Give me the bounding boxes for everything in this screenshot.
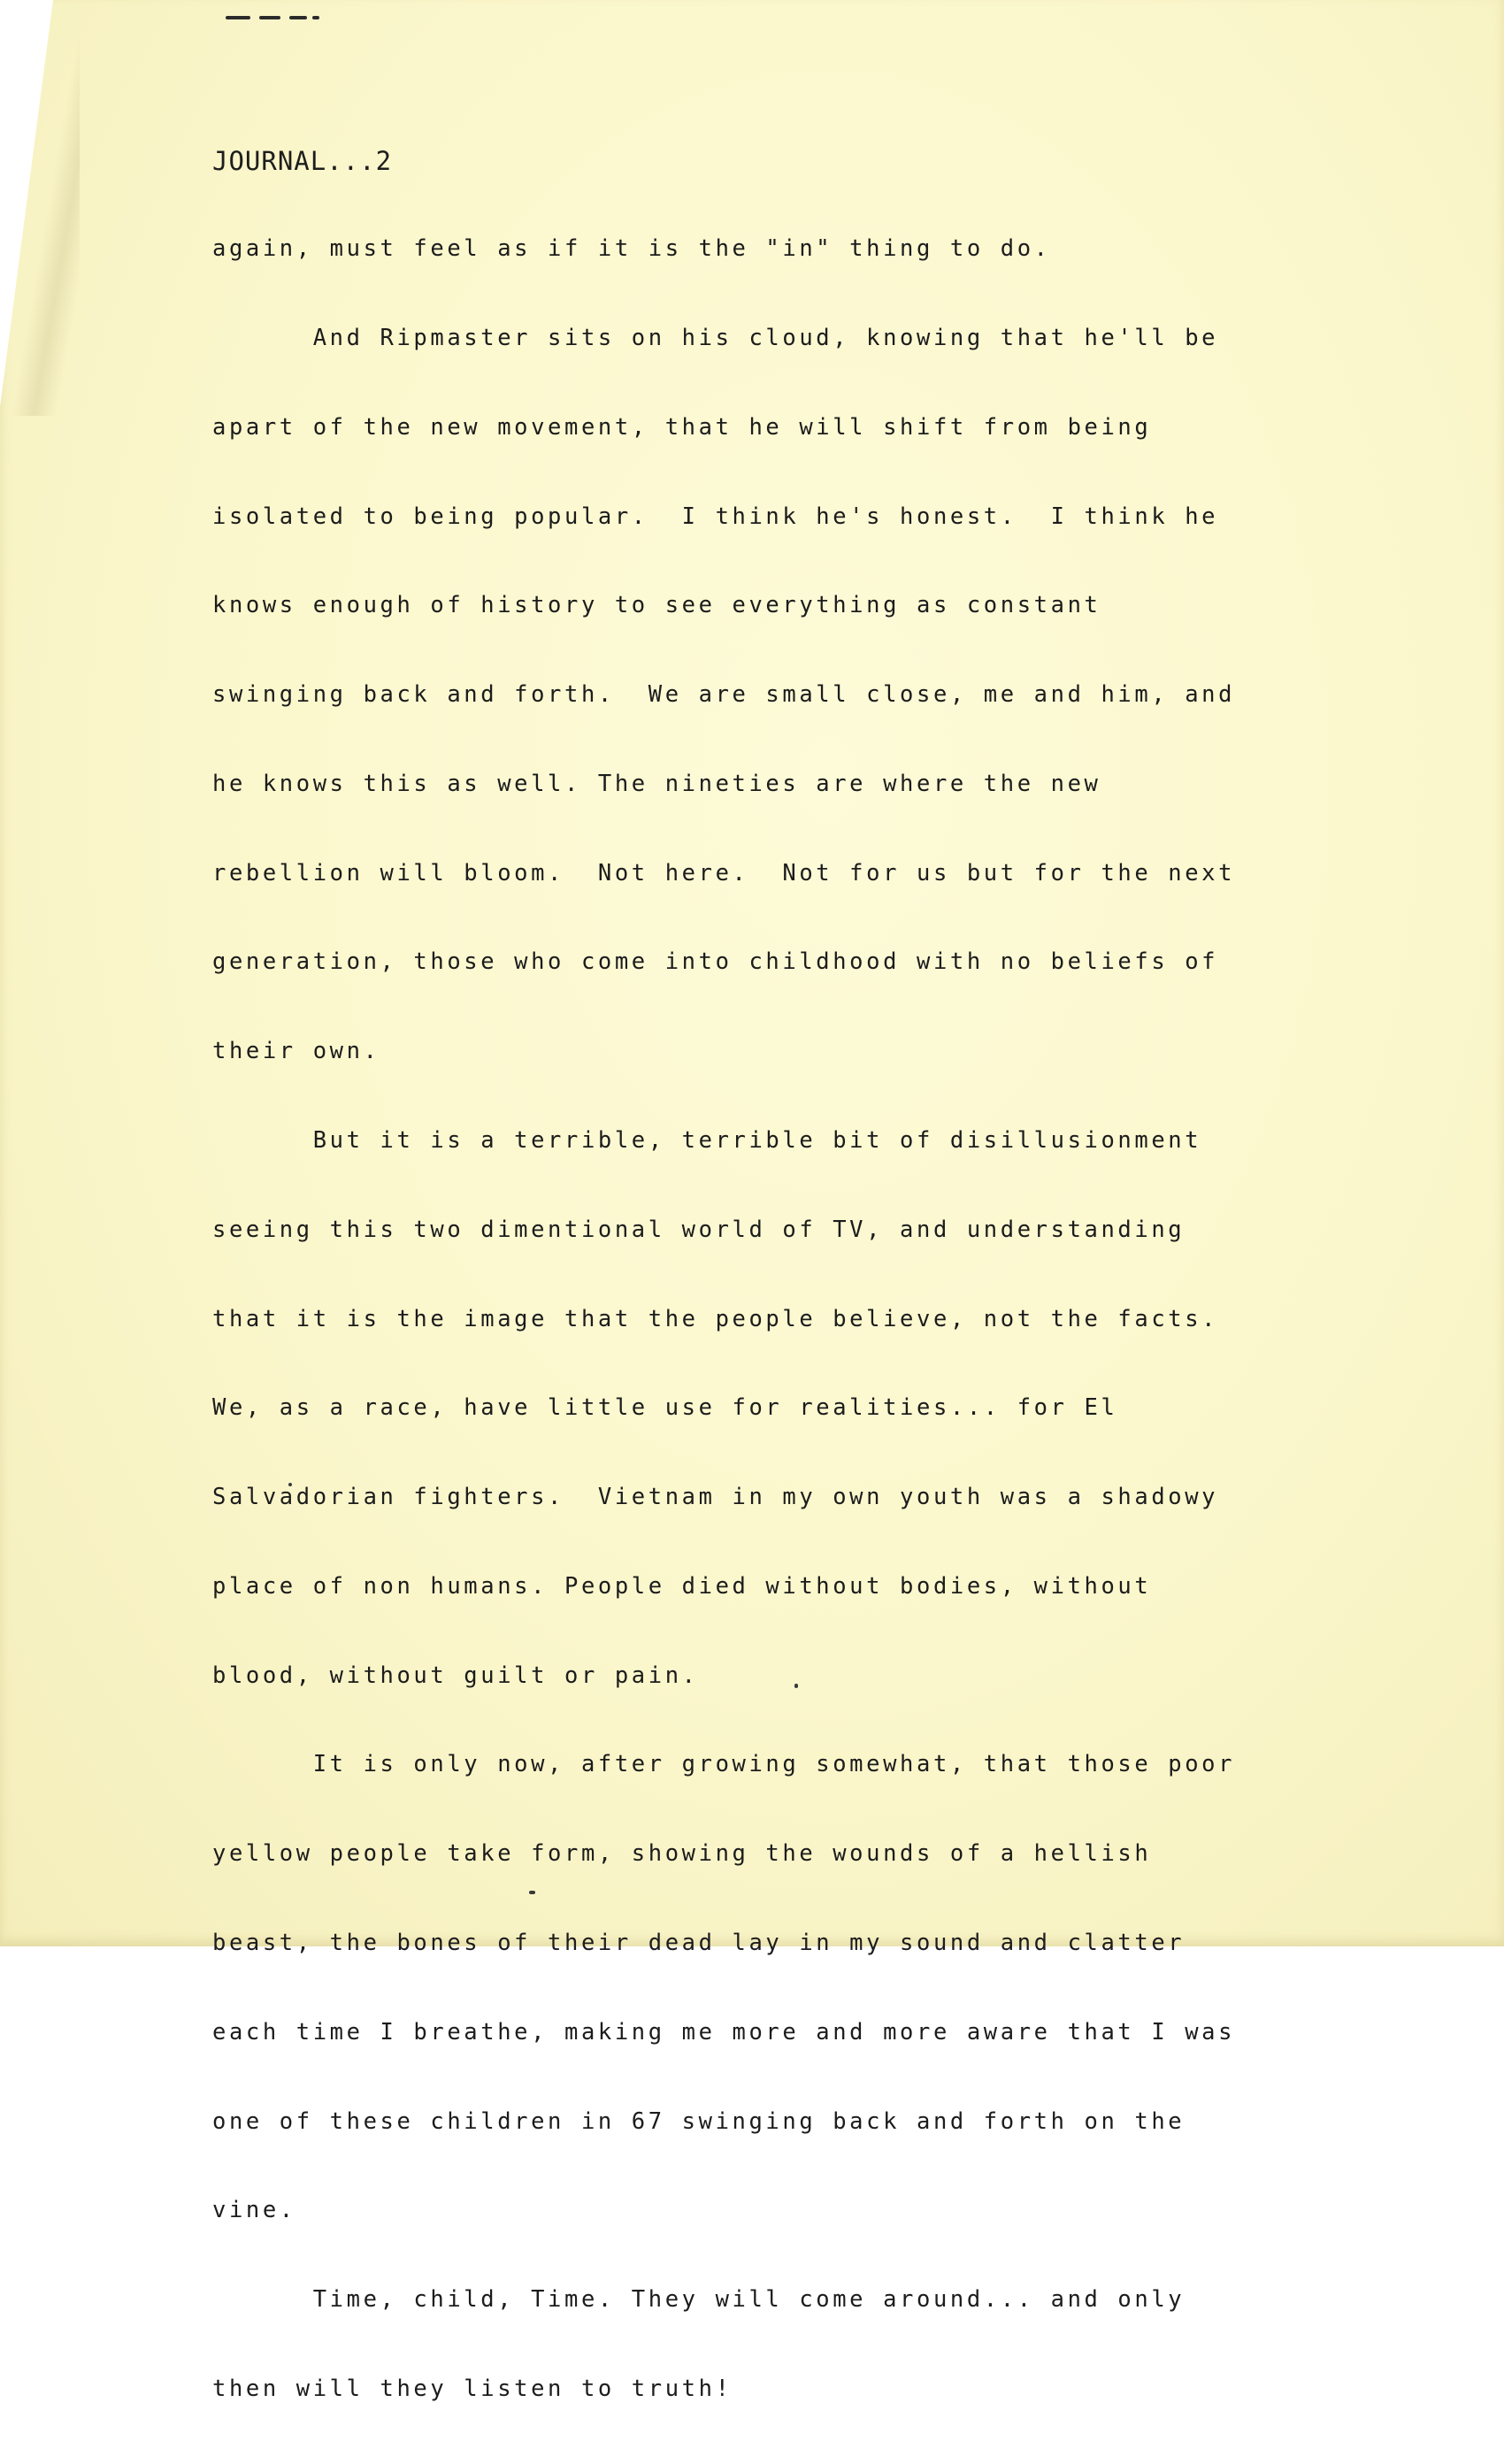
top-ink-mark bbox=[226, 11, 323, 25]
text-line: rebellion will bloom. Not here. Not for us but for the next bbox=[212, 859, 1236, 887]
text-line: Time, child, Time. They will come around... and only bbox=[212, 2286, 1186, 2314]
text-line: vine. bbox=[212, 2197, 296, 2224]
text-line: blood, without guilt or pain. bbox=[212, 1662, 699, 1689]
text-line: their own. bbox=[212, 1038, 380, 1065]
text-line: apart of the new movement, that he will shift from being bbox=[212, 413, 1152, 441]
journal-text-body bbox=[212, 175, 1318, 2464]
text-line: swinging back and forth. We are small close, me and him, and bbox=[212, 681, 1236, 709]
folded-corner bbox=[0, 0, 53, 407]
text-line: knows enough of history to see everything as constant bbox=[212, 592, 1101, 619]
text-line: place of non humans. People died without bodies, without bbox=[212, 1572, 1152, 1600]
text-line: But it is a terrible, terrible bit of disillusionment bbox=[212, 1127, 1202, 1154]
text-line: he knows this as well. The nineties are where the new bbox=[212, 770, 1101, 797]
text-line: seeing this two dimentional world of TV, and understanding bbox=[212, 1216, 1186, 1243]
text-line: beast, the bones of their dead lay in my sound and clatter bbox=[212, 1930, 1186, 1957]
text-line: It is only now, after growing somewhat, that those poor bbox=[212, 1751, 1236, 1778]
text-line: one of these children in 67 swinging back and forth on the bbox=[212, 2107, 1186, 2135]
text-line: again, must feel as if it is the "in" thing to do. bbox=[212, 235, 1051, 263]
text-line: generation, those who come into childhood with no beliefs of bbox=[212, 948, 1219, 976]
text-line: isolated to being popular. I think he's honest. I think he bbox=[212, 503, 1219, 530]
text-line: And Ripmaster sits on his cloud, knowing that he'll be bbox=[212, 324, 1219, 351]
text-line: We, as a race, have little use for realities... for El bbox=[212, 1394, 1118, 1422]
text-line: each time I breathe, making me more and more aware that I was bbox=[212, 2018, 1236, 2046]
text-line: that it is the image that the people believe, not the facts. bbox=[212, 1305, 1219, 1332]
page-header: JOURNAL...2 bbox=[212, 146, 393, 176]
text-line: then will they listen to truth! bbox=[212, 2375, 733, 2402]
text-line: yellow people take form, showing the wounds of a hellish bbox=[212, 1840, 1152, 1868]
text-line: Salvadorian fighters. Vietnam in my own youth was a shadowy bbox=[212, 1484, 1219, 1511]
